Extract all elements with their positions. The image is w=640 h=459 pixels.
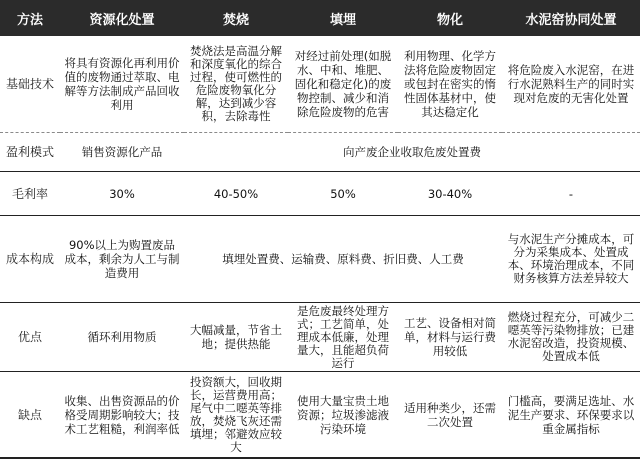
row-label: 基础技术 — [0, 36, 60, 133]
table-cell: 50% — [288, 172, 398, 216]
table-cell: 循环利用物质 — [60, 303, 184, 372]
table-cell-merged: 向产废企业收取危废处置费 — [184, 133, 640, 172]
row-profit-model — [0, 133, 640, 172]
table-cell: 收集、出售资源品的价格受周期影响较大；技术工艺粗糙，利润率低 — [60, 372, 184, 459]
table-cell: 与水泥生产分摊成本，可分为采集成本、处置成本、环境治理成本，不同财务核算方法差异较大 — [502, 216, 640, 303]
row-disadvantages — [0, 372, 640, 459]
table-cell: - — [502, 172, 640, 216]
row-cost-structure — [0, 216, 640, 303]
row-label: 成本构成 — [0, 216, 60, 303]
table-cell: 30% — [60, 172, 184, 216]
table-cell: 是危废最终处理方式；工艺简单，处理成本低廉，处理量大，且能超负荷运行 — [288, 303, 398, 372]
table-cell: 工艺、设备相对简单，材料与运行费用较低 — [398, 303, 502, 372]
header-incineration: 焚烧 — [184, 0, 288, 36]
table-cell: 90%以上为购置废品成本，剩余为人工与制造费用 — [60, 216, 184, 303]
table-cell: 焚烧法是高温分解和深度氧化的综合过程，使可燃性的危险废物氧化分解，达到减少容积，去除毒性 — [184, 36, 288, 133]
row-label: 优点 — [0, 303, 60, 372]
table-cell: 30-40% — [398, 172, 502, 216]
row-advantages — [0, 303, 640, 372]
row-basic-technology — [0, 36, 640, 133]
table-cell: 门槛高，要满足选址、水泥生产要求、环保要求以重金属指标 — [502, 372, 640, 459]
header-resource-recovery: 资源化处置 — [60, 0, 184, 36]
table-cell: 将具有资源化再利用价值的废物通过萃取、电解等方法制成产品回收利用 — [60, 36, 184, 133]
header-row — [0, 0, 640, 36]
row-label: 缺点 — [0, 372, 60, 459]
row-label: 盈利模式 — [0, 133, 60, 172]
table-cell: 将危险废入水泥窑，在进行水泥熟料生产的同时实现对危废的无害化处置 — [502, 36, 640, 133]
table-cell: 对经过前处理(如脱水、中和、堆肥、固化和稳定化)的废物控制、减少和消除危险废物的危害 — [288, 36, 398, 133]
table-cell: 利用物理、化学方法将危险废物固定或包封在密实的惰性固体基材中，使其达稳定化 — [398, 36, 502, 133]
table-cell: 适用种类少，还需二次处置 — [398, 372, 502, 459]
table-cell: 使用大量宝贵土地资源；垃圾渗滤液污染环境 — [288, 372, 398, 459]
row-label: 毛利率 — [0, 172, 60, 216]
header-method: 方法 — [0, 0, 60, 36]
header-cement-kiln: 水泥窑协同处置 — [502, 0, 640, 36]
row-gross-margin — [0, 172, 640, 216]
table-cell: 投资额大，回收期长，运营费用高；尾气中二噁英等排放，焚烧飞灰还需填埋；邻避效应较大 — [184, 372, 288, 459]
header-landfill: 填埋 — [288, 0, 398, 36]
table-cell-merged: 填埋处置费、运输费、原料费、折旧费、人工费 — [184, 216, 502, 303]
table-cell: 大幅减量，节省土地；提供热能 — [184, 303, 288, 372]
table-cell: 销售资源化产品 — [60, 133, 184, 172]
table-cell: 40-50% — [184, 172, 288, 216]
table-cell: 燃烧过程充分，可减少二噁英等污染物排放；已建水泥窑改造，投资规模、处置成本低 — [502, 303, 640, 372]
header-physicochemical: 物化 — [398, 0, 502, 36]
